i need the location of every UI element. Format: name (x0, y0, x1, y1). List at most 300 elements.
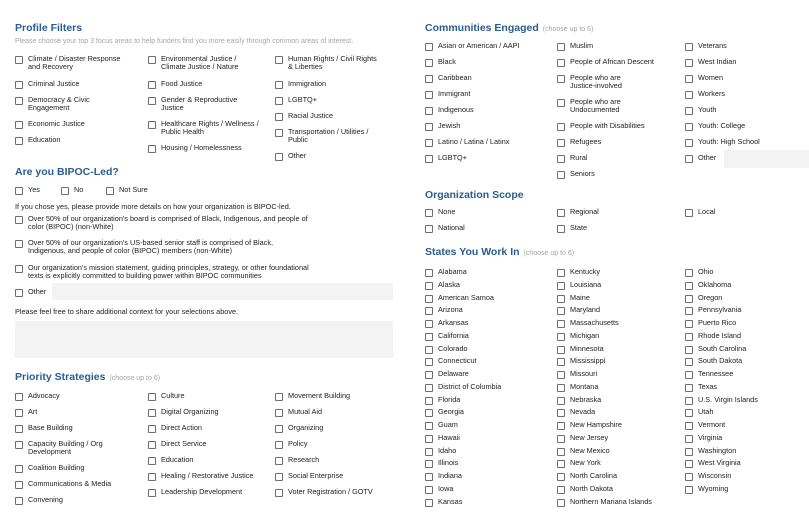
checkbox-box[interactable] (15, 56, 23, 64)
priority-research-checkbox[interactable] (275, 456, 400, 472)
checkbox-box[interactable] (425, 422, 433, 430)
checkbox-box[interactable] (425, 371, 433, 379)
communities-muslim-checkbox[interactable] (557, 42, 682, 58)
communities-black-checkbox[interactable] (425, 58, 553, 74)
checkbox-box[interactable] (15, 216, 23, 224)
checkbox-box[interactable] (148, 81, 156, 89)
checkbox-label: Arizona (438, 305, 463, 314)
profile-criminal-justice-checkbox[interactable] (15, 80, 140, 96)
checkbox-label: Hawaii (438, 433, 460, 442)
checkbox-box[interactable] (685, 384, 693, 392)
priority-culture-checkbox[interactable] (148, 392, 273, 408)
communities-heading (425, 22, 593, 34)
checkbox-box[interactable] (275, 425, 283, 433)
states-hint: (choose up to 6) (523, 250, 575, 257)
checkbox-label: Ohio (698, 267, 714, 276)
checkbox-box[interactable] (15, 121, 23, 129)
profile-gender-reproductive-justice-checkbox[interactable] (148, 96, 273, 112)
bipoc-detail-over-50-of-our-organization-s-us-based-s-checkbox[interactable] (15, 239, 395, 255)
communities-people-with-disabilities-checkbox[interactable] (557, 122, 682, 138)
checkbox-box[interactable] (425, 43, 433, 51)
priority-communications-media-checkbox[interactable] (15, 480, 143, 496)
checkbox-box[interactable] (425, 107, 433, 115)
checkbox-box[interactable] (425, 435, 433, 443)
checkbox-label: People who are Undocumented (570, 97, 621, 115)
scope-none-checkbox[interactable] (425, 208, 535, 224)
priority-digital-organizing-checkbox[interactable] (148, 408, 273, 424)
checkbox-box[interactable] (15, 265, 23, 273)
communities-veterans-checkbox[interactable] (685, 42, 805, 58)
priority-capacity-building-org-development-checkbox[interactable] (15, 440, 143, 456)
checkbox-label: People of African Descent (570, 57, 654, 66)
checkbox-box[interactable] (148, 489, 156, 497)
communities-youth-college-checkbox[interactable] (685, 122, 805, 138)
checkbox-box[interactable] (15, 137, 23, 145)
checkbox-box[interactable] (685, 307, 693, 315)
checkbox-label: Alabama (438, 267, 467, 276)
checkbox-box[interactable] (148, 97, 156, 105)
checkbox-label: Wyoming (698, 484, 729, 493)
checkbox-box[interactable] (557, 422, 565, 430)
checkbox-box[interactable] (425, 155, 433, 163)
checkbox-box[interactable] (557, 409, 565, 417)
checkbox-label: Mutual Aid (288, 407, 323, 416)
checkbox-box[interactable] (557, 295, 565, 303)
checkbox-box[interactable] (557, 473, 565, 481)
checkbox-box[interactable] (557, 346, 565, 354)
checkbox-box[interactable] (685, 358, 693, 366)
checkbox-box[interactable] (685, 43, 693, 51)
checkbox-label: Other (288, 151, 307, 160)
priority-voter-registration-gotv-checkbox[interactable] (275, 488, 400, 504)
checkbox-label: Massachusetts (570, 318, 619, 327)
checkbox-label: American Samoa (438, 293, 494, 302)
checkbox-label: Economic Justice (28, 119, 85, 128)
checkbox-label: North Dakota (570, 484, 613, 493)
scope-state-checkbox[interactable] (557, 224, 667, 240)
checkbox-box[interactable] (275, 113, 283, 121)
checkbox-label: Yes (28, 185, 40, 194)
checkbox-box[interactable] (557, 209, 565, 217)
communities-workers-checkbox[interactable] (685, 90, 805, 106)
checkbox-label: Our organization's mission statement, guiding principles, strategy, or other foundational texts is explicitly committed to building power within BIPOC communities (28, 263, 309, 281)
profile-lgbtq-checkbox[interactable] (275, 96, 400, 112)
checkbox-label: Illinois (438, 458, 459, 467)
checkbox-label: U.S. Virgin Islands (698, 395, 758, 404)
checkbox-label: Minnesota (570, 344, 604, 353)
checkbox-label: Base Building (28, 423, 73, 432)
checkbox-box[interactable] (275, 409, 283, 417)
checkbox-box[interactable] (685, 75, 693, 83)
checkbox-label: Colorado (438, 344, 468, 353)
communities-women-checkbox[interactable] (685, 74, 805, 90)
communities-latino-latina-latinx-checkbox[interactable] (425, 138, 553, 154)
priority-base-building-checkbox[interactable] (15, 424, 143, 440)
checkbox-label: Jewish (438, 121, 461, 130)
checkbox-box[interactable] (685, 59, 693, 67)
checkbox-box[interactable] (425, 384, 433, 392)
communities-seniors-checkbox[interactable] (557, 170, 682, 186)
checkbox-box[interactable] (15, 425, 23, 433)
checkbox-label: Seniors (570, 169, 595, 178)
checkbox-box[interactable] (275, 489, 283, 497)
checkbox-box[interactable] (275, 81, 283, 89)
profile-immigration-checkbox[interactable] (275, 80, 400, 96)
organization-scope-heading: Organization Scope (425, 189, 524, 201)
checkbox-label: Maine (570, 293, 590, 302)
checkbox-box[interactable] (15, 393, 23, 401)
checkbox-label: Florida (438, 395, 461, 404)
state-northern-mariana-islands-checkbox[interactable] (557, 498, 682, 514)
bipoc-no-checkbox[interactable] (61, 186, 106, 202)
checkbox-label: Connecticut (438, 356, 477, 365)
checkbox-label: Education (161, 455, 194, 464)
state-wyoming-checkbox[interactable] (685, 485, 805, 501)
priority-direct-action-checkbox[interactable] (148, 424, 273, 440)
checkbox-box[interactable] (61, 187, 69, 195)
checkbox-box[interactable] (15, 409, 23, 417)
checkbox-label: Voter Registration / GOTV (288, 487, 373, 496)
checkbox-box[interactable] (425, 499, 433, 507)
checkbox-label: Regional (570, 207, 599, 216)
checkbox-label: Over 50% of our organization's board is comprised of Black, Indigenous, and people of color (BIPOC) (non-White) (28, 214, 308, 232)
profile-transportation-utilities-public-checkbox[interactable] (275, 128, 400, 144)
checkbox-box[interactable] (557, 397, 565, 405)
checkbox-box[interactable] (685, 139, 693, 147)
checkbox-box[interactable] (557, 320, 565, 328)
checkbox-box[interactable] (15, 289, 23, 297)
bipoc-detail-our-organization-s-mission-statement-gui-checkbox[interactable] (15, 264, 395, 280)
checkbox-box[interactable] (557, 99, 565, 107)
checkbox-box[interactable] (425, 409, 433, 417)
checkbox-label: Leadership Development (161, 487, 243, 496)
priority-healing-restorative-justice-checkbox[interactable] (148, 472, 273, 488)
checkbox-box[interactable] (557, 155, 565, 163)
checkbox-label: Convening (28, 495, 63, 504)
checkbox-box[interactable] (685, 486, 693, 494)
checkbox-box[interactable] (148, 457, 156, 465)
checkbox-box[interactable] (557, 307, 565, 315)
checkbox-box[interactable] (425, 282, 433, 290)
priority-art-checkbox[interactable] (15, 408, 143, 424)
checkbox-box[interactable] (275, 473, 283, 481)
communities-hint: (choose up to 6) (542, 26, 594, 33)
checkbox-label: Tennessee (698, 369, 734, 378)
checkbox-box[interactable] (425, 307, 433, 315)
communities-people-who-are-justice-involved-checkbox[interactable] (557, 74, 682, 90)
checkbox-label: South Carolina (698, 344, 747, 353)
bipoc-heading: Are you BIPOC-Led? (15, 166, 119, 178)
communities-lgbtq-checkbox[interactable] (425, 154, 553, 170)
bipoc-context-label: Please feel free to share additional context for your selections above. (15, 307, 239, 316)
checkbox-box[interactable] (685, 346, 693, 354)
checkbox-label: Other (28, 287, 47, 296)
priority-coalition-building-checkbox[interactable] (15, 464, 143, 480)
checkbox-label: Gender & Reproductive Justice (161, 95, 238, 113)
checkbox-box[interactable] (425, 346, 433, 354)
scope-regional-checkbox[interactable] (557, 208, 667, 224)
priority-strategies-title: Priority Strategies (15, 371, 106, 383)
checkbox-label: Wisconsin (698, 471, 732, 480)
checkbox-label: Immigrant (438, 89, 471, 98)
checkbox-label: Rural (570, 153, 588, 162)
checkbox-box[interactable] (425, 397, 433, 405)
priority-movement-building-checkbox[interactable] (275, 392, 400, 408)
checkbox-box[interactable] (557, 123, 565, 131)
checkbox-box[interactable] (557, 358, 565, 366)
checkbox-box[interactable] (425, 225, 433, 233)
checkbox-box[interactable] (275, 129, 283, 137)
checkbox-box[interactable] (275, 441, 283, 449)
profile-other-checkbox[interactable] (275, 152, 400, 168)
checkbox-box[interactable] (148, 441, 156, 449)
checkbox-label: New York (570, 458, 601, 467)
communities-people-who-are-undocumented-checkbox[interactable] (557, 98, 682, 114)
priority-direct-service-checkbox[interactable] (148, 440, 273, 456)
checkbox-label: Guam (438, 420, 458, 429)
checkbox-box[interactable] (685, 209, 693, 217)
communities-refugees-checkbox[interactable] (557, 138, 682, 154)
checkbox-label: Oklahoma (698, 280, 732, 289)
checkbox-box[interactable] (15, 97, 23, 105)
priority-strategies-hint: (choose up to 6) (109, 375, 161, 382)
checkbox-box[interactable] (15, 441, 23, 449)
profile-climate-disaster-response-and-recovery-checkbox[interactable] (15, 55, 140, 71)
checkbox-box[interactable] (685, 473, 693, 481)
checkbox-label: New Hampshire (570, 420, 622, 429)
checkbox-box[interactable] (275, 153, 283, 161)
profile-housing-homelessness-checkbox[interactable] (148, 144, 273, 160)
priority-leadership-development-checkbox[interactable] (148, 488, 273, 504)
checkbox-label: Utah (698, 407, 714, 416)
checkbox-box[interactable] (425, 473, 433, 481)
priority-mutual-aid-checkbox[interactable] (275, 408, 400, 424)
checkbox-box[interactable] (685, 448, 693, 456)
bipoc-instruction: If you chose yes, please provide more details on how your organization is BIPOC-led. (15, 202, 291, 211)
checkbox-box[interactable] (106, 187, 114, 195)
checkbox-label: Nebraska (570, 395, 602, 404)
checkbox-label: Over 50% of our organization's US-based senior staff is comprised of Black, Indigenous, and people of color (BIPOC) members (non-White) (28, 238, 274, 256)
checkbox-label: Coalition Building (28, 463, 85, 472)
checkbox-box[interactable] (685, 422, 693, 430)
checkbox-box[interactable] (685, 155, 693, 163)
checkbox-box[interactable] (425, 123, 433, 131)
checkbox-box[interactable] (425, 91, 433, 99)
communities-caribbean-checkbox[interactable] (425, 74, 553, 90)
states-title: States You Work In (425, 246, 520, 258)
checkbox-label: Montana (570, 382, 599, 391)
checkbox-box[interactable] (425, 320, 433, 328)
state-kansas-checkbox[interactable] (425, 498, 553, 514)
checkbox-label: Arkansas (438, 318, 469, 327)
checkbox-box[interactable] (557, 486, 565, 494)
checkbox-box[interactable] (685, 409, 693, 417)
checkbox-box[interactable] (557, 371, 565, 379)
bipoc-not-sure-checkbox[interactable] (106, 186, 151, 202)
checkbox-label: Nevada (570, 407, 596, 416)
checkbox-label: Education (28, 135, 61, 144)
bipoc-context-textarea[interactable] (15, 321, 393, 358)
checkbox-box[interactable] (15, 465, 23, 473)
checkbox-label: West Virginia (698, 458, 741, 467)
checkbox-box[interactable] (557, 225, 565, 233)
communities-immigrant-checkbox[interactable] (425, 90, 553, 106)
profile-food-justice-checkbox[interactable] (148, 80, 273, 96)
checkbox-label: Alaska (438, 280, 460, 289)
checkbox-box[interactable] (685, 107, 693, 115)
checkbox-label: Democracy & Civic Engagement (28, 95, 90, 113)
checkbox-label: Women (698, 73, 724, 82)
checkbox-box[interactable] (685, 269, 693, 277)
checkbox-box[interactable] (557, 59, 565, 67)
checkbox-box[interactable] (685, 435, 693, 443)
checkbox-box[interactable] (15, 81, 23, 89)
checkbox-box[interactable] (425, 333, 433, 341)
checkbox-box[interactable] (557, 460, 565, 468)
checkbox-label: Research (288, 455, 320, 464)
checkbox-label: No (74, 185, 84, 194)
profile-filters-heading: Profile Filters (15, 22, 83, 34)
checkbox-box[interactable] (685, 371, 693, 379)
checkbox-box[interactable] (685, 397, 693, 405)
communities-west-indian-checkbox[interactable] (685, 58, 805, 74)
checkbox-box[interactable] (148, 145, 156, 153)
profile-democracy-civic-engagement-checkbox[interactable] (15, 96, 140, 112)
checkbox-label: Communications & Media (28, 479, 112, 488)
checkbox-box[interactable] (425, 295, 433, 303)
bipoc-other-input[interactable] (52, 283, 393, 300)
checkbox-label: Not Sure (119, 185, 148, 194)
checkbox-label: Criminal Justice (28, 79, 80, 88)
profile-human-rights-civil-rights-liberties-checkbox[interactable] (275, 55, 400, 71)
checkbox-box[interactable] (15, 481, 23, 489)
checkbox-label: Workers (698, 89, 726, 98)
checkbox-box[interactable] (275, 56, 283, 64)
profile-economic-justice-checkbox[interactable] (15, 120, 140, 136)
profile-environmental-justice-climate-justice-na-checkbox[interactable] (148, 55, 273, 71)
checkbox-box[interactable] (557, 384, 565, 392)
priority-convening-checkbox[interactable] (15, 496, 143, 512)
checkbox-box[interactable] (557, 499, 565, 507)
profile-racial-justice-checkbox[interactable] (275, 112, 400, 128)
checkbox-box[interactable] (557, 282, 565, 290)
communities-rural-checkbox[interactable] (557, 154, 682, 170)
checkbox-box[interactable] (425, 486, 433, 494)
checkbox-label: People who are Justice-involved (570, 73, 622, 91)
priority-education-checkbox[interactable] (148, 456, 273, 472)
checkbox-box[interactable] (148, 393, 156, 401)
checkbox-box[interactable] (685, 320, 693, 328)
communities-jewish-checkbox[interactable] (425, 122, 553, 138)
profile-healthcare-rights-wellness-public-health-checkbox[interactable] (148, 120, 273, 136)
checkbox-box[interactable] (685, 460, 693, 468)
checkbox-box[interactable] (275, 457, 283, 465)
communities-asian-or-american-aapi-checkbox[interactable] (425, 42, 553, 58)
checkbox-box[interactable] (15, 240, 23, 248)
profile-filters-subtitle: Please choose your top 3 focus areas to help funders find you more easily through common areas of interest. (15, 38, 354, 45)
checkbox-box[interactable] (148, 56, 156, 64)
checkbox-box[interactable] (557, 75, 565, 83)
checkbox-box[interactable] (148, 121, 156, 129)
checkbox-label: Louisiana (570, 280, 602, 289)
checkbox-box[interactable] (425, 209, 433, 217)
checkbox-box[interactable] (425, 75, 433, 83)
checkbox-box[interactable] (557, 333, 565, 341)
checkbox-box[interactable] (557, 435, 565, 443)
checkbox-box[interactable] (425, 139, 433, 147)
checkbox-box[interactable] (685, 295, 693, 303)
checkbox-box[interactable] (557, 171, 565, 179)
scope-national-checkbox[interactable] (425, 224, 535, 240)
checkbox-box[interactable] (425, 448, 433, 456)
checkbox-label: Indigenous (438, 105, 474, 114)
checkbox-label: Virginia (698, 433, 723, 442)
checkbox-box[interactable] (685, 123, 693, 131)
priority-policy-checkbox[interactable] (275, 440, 400, 456)
checkbox-label: People with Disabilities (570, 121, 645, 130)
checkbox-label: Indiana (438, 471, 462, 480)
checkbox-box[interactable] (15, 187, 23, 195)
checkbox-box[interactable] (425, 358, 433, 366)
checkbox-label: Caribbean (438, 73, 472, 82)
communities-title: Communities Engaged (425, 22, 539, 34)
states-heading (425, 246, 574, 258)
checkbox-label: Georgia (438, 407, 464, 416)
checkbox-label: National (438, 223, 465, 232)
checkbox-label: Climate / Disaster Response and Recovery (28, 54, 121, 72)
checkbox-box[interactable] (685, 333, 693, 341)
communities-other-input[interactable] (724, 150, 809, 168)
checkbox-label: Direct Service (161, 439, 207, 448)
communities-youth-checkbox[interactable] (685, 106, 805, 122)
checkbox-box[interactable] (148, 473, 156, 481)
checkbox-box[interactable] (148, 409, 156, 417)
communities-indigenous-checkbox[interactable] (425, 106, 553, 122)
checkbox-box[interactable] (557, 269, 565, 277)
bipoc-detail-over-50-of-our-organization-s-board-is-c-checkbox[interactable] (15, 215, 395, 231)
checkbox-label: Policy (288, 439, 308, 448)
checkbox-box[interactable] (557, 139, 565, 147)
priority-advocacy-checkbox[interactable] (15, 392, 143, 408)
checkbox-box[interactable] (685, 282, 693, 290)
checkbox-label: Texas (698, 382, 718, 391)
checkbox-box[interactable] (425, 59, 433, 67)
communities-people-of-african-descent-checkbox[interactable] (557, 58, 682, 74)
checkbox-label: Youth: College (698, 121, 746, 130)
profile-education-checkbox[interactable] (15, 136, 140, 152)
bipoc-yes-checkbox[interactable] (15, 186, 60, 202)
priority-organizing-checkbox[interactable] (275, 424, 400, 440)
checkbox-label: New Jersey (570, 433, 609, 442)
checkbox-box[interactable] (15, 497, 23, 505)
checkbox-label: Asian or American / AAPI (438, 41, 520, 50)
checkbox-label: Healing / Restorative Justice (161, 471, 254, 480)
checkbox-box[interactable] (275, 393, 283, 401)
checkbox-label: Art (28, 407, 38, 416)
checkbox-box[interactable] (148, 425, 156, 433)
checkbox-box[interactable] (425, 269, 433, 277)
checkbox-label: North Carolina (570, 471, 618, 480)
checkbox-box[interactable] (275, 97, 283, 105)
checkbox-box[interactable] (685, 91, 693, 99)
checkbox-box[interactable] (425, 460, 433, 468)
priority-social-enterprise-checkbox[interactable] (275, 472, 400, 488)
checkbox-label: Washington (698, 446, 737, 455)
checkbox-label: Culture (161, 391, 185, 400)
checkbox-box[interactable] (557, 448, 565, 456)
checkbox-box[interactable] (557, 43, 565, 51)
scope-local-checkbox[interactable] (685, 208, 795, 224)
